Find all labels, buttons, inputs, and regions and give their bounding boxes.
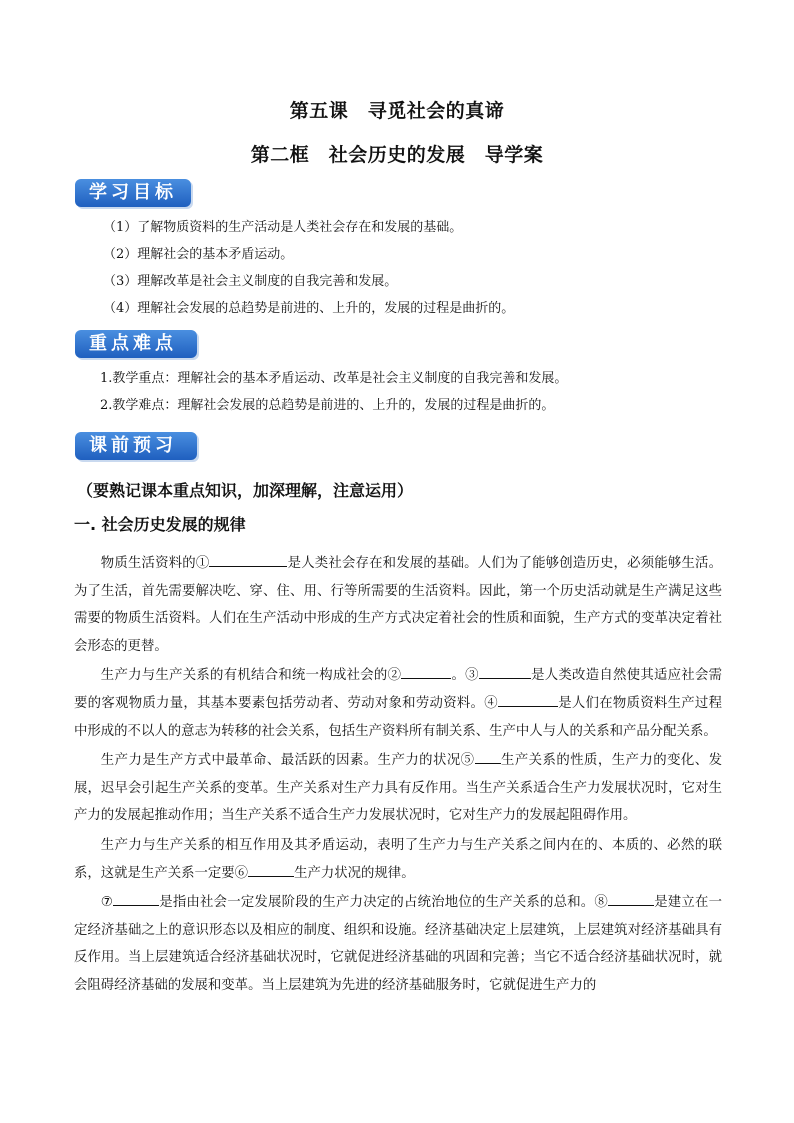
paragraph-text: 。③ [451, 668, 479, 684]
key-point-item: 1.教学重点：理解社会的基本矛盾运动、改革是社会主义制度的自我完善和发展。 [100, 371, 568, 386]
fill-blank-5[interactable] [475, 749, 501, 764]
paragraph-text: 生产力是生产方式中最革命、最活跃的因素。生产力的状况⑤ [100, 753, 475, 769]
paragraph-text: 是人类社会存在和发展的基础。人们为了能够创造历史，必须能够生活。为了生活，首先需要解决吃、穿、住、用、行等所需要的生活资料。因此，第一个历史活动就是生产满足这些需要的物质生活资料。人们在生产活动中形成的生产方式决定着社会的性质和面貌，生产方式的变革决定着社会形态的更替。 [74, 556, 722, 654]
section-heading: 一. 社会历史发展的规律 [74, 515, 246, 534]
paragraph-text: 物质生活资料的① [100, 556, 210, 571]
preview-badge: 课前预习 [75, 432, 197, 460]
fill-blank-8[interactable] [608, 891, 654, 906]
paragraph-text: ⑦ [100, 895, 114, 911]
lesson-title: 第五课 寻觅社会的真谛 [289, 100, 505, 122]
paragraph-text: 生产关系的性质，生产力的变化、发展，迟早会引起生产关系的变革。生产关系对生产力具有反作用。当生产关系适合生产力发展状况时，它对生产力的发展起推动作用；当生产关系不适合生产力发展状况时，它对生产力的发展起阻碍作用。 [74, 753, 723, 824]
paragraph-text: 是人类改造自然使其适应社会需要的客观物质力量，其基本要素包括劳动者、劳动对象和劳动资料。④ [74, 668, 722, 711]
fill-blank-4[interactable] [498, 692, 558, 707]
paragraph-text: 生产力状况的规律。 [294, 865, 415, 881]
body-text [74, 550, 722, 1002]
fill-blank-6[interactable] [248, 862, 294, 877]
lesson-subtitle: 第二框 社会历史的发展 导学案 [250, 144, 544, 166]
fill-blank-7[interactable] [113, 891, 159, 906]
paragraph [74, 832, 722, 887]
paragraph-text: 是建立在一定经济基础之上的意识形态以及相应的制度、组织和设施。经济基础决定上层建筑，上层建筑对经济基础具有反作用。当上层建筑适合经济基础状况时，它就促进经济基础的巩固和完善；当它不适合经济基础状况时，就会阻碍经济基础的发展和变革。当上层建筑为先进的经济基础服务时，它就促进生产力的 [74, 895, 722, 993]
fill-blank-3[interactable] [479, 664, 531, 679]
objective-item: （3）理解改革是社会主义制度的自我完善和发展。 [103, 274, 398, 289]
paragraph [74, 747, 722, 830]
objective-item: （1）了解物质资料的生产活动是人类社会存在和发展的基础。 [103, 220, 463, 235]
paragraph [74, 550, 722, 660]
paragraph-text: 生产力与生产关系的相互作用及其矛盾运动，表明了生产力与生产关系之间内在的、本质的、必然的联系，这就是生产关系一定要⑥ [74, 837, 722, 881]
objective-item: （4）理解社会发展的总趋势是前进的、上升的，发展的过程是曲折的。 [103, 301, 515, 316]
study-note: （要熟记课本重点知识，加深理解，注意运用） [77, 481, 414, 500]
key-point-item: 2.教学难点：理解社会发展的总趋势是前进的、上升的，发展的过程是曲折的。 [100, 398, 555, 413]
key-points-badge: 重点难点 [75, 330, 197, 358]
paragraph-text: 是指由社会一定发展阶段的生产力决定的占统治地位的生产关系的总和。⑧ [159, 895, 608, 911]
paragraph-text: 是人们在物质资料生产过程中形成的不以人的意志为转移的社会关系，包括生产资料所有制关系、生产中人与人的关系和产品分配关系。 [74, 695, 722, 739]
paragraph [74, 662, 722, 745]
fill-blank-2[interactable] [401, 664, 451, 679]
paragraph [74, 889, 722, 999]
objective-item: （2）理解社会的基本矛盾运动。 [103, 247, 294, 262]
fill-blank-1[interactable] [209, 552, 287, 567]
paragraph-text: 生产力与生产关系的有机结合和统一构成社会的② [100, 668, 402, 684]
objectives-badge: 学习目标 [75, 179, 191, 207]
